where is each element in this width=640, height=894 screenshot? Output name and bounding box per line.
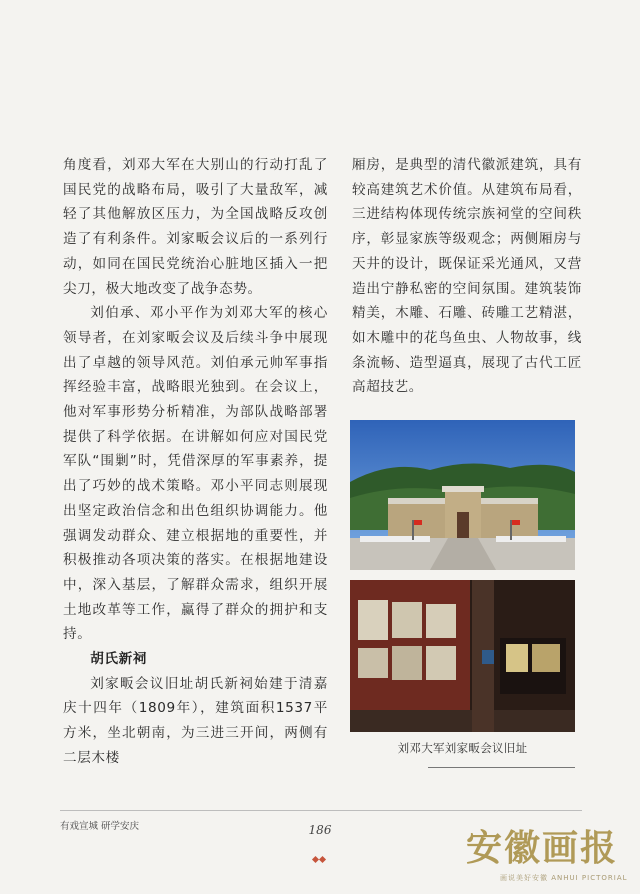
article-paragraph: 角度看，刘邓大军在大别山的行动打乱了国民党的战略布局，吸引了大量敌军，减轻了其他解放区压力，为全国战略反攻创造了有利条件。刘家畈会议后的一系列行动，如同在国民党统治心脏地区插入一把尖刀，极大地改变了战争态势。 bbox=[63, 157, 328, 297]
figure-caption: 刘邓大军刘家畈会议旧址 bbox=[397, 741, 528, 755]
section-heading: 胡氏新祠 bbox=[90, 651, 147, 668]
exhibition-interior-photo bbox=[350, 580, 575, 732]
article-right-column bbox=[352, 153, 582, 400]
hall-exterior-illustration bbox=[350, 420, 575, 570]
page-marker-icon bbox=[312, 847, 326, 866]
footer-section-label: 有戏宣城 研学安庆 bbox=[60, 821, 140, 832]
page-number: 186 bbox=[308, 823, 332, 837]
magazine-masthead: 安徽画报 bbox=[466, 827, 619, 869]
hall-exterior-photo bbox=[350, 420, 575, 570]
exhibition-interior-illustration bbox=[350, 580, 575, 732]
article-left-column bbox=[63, 153, 328, 771]
footer-divider bbox=[60, 810, 582, 811]
article-paragraph: 刘伯承、邓小平作为刘邓大军的核心领导者，在刘家畈会议及后续斗争中展现出了卓越的领导风范。刘伯承元帅军事指挥经验丰富，战略眼光独到。在会议上，他对军事形势分析精准，为部队战略部署提供了科学依据。在讲解如何应对国民党军队“围剿”时，凭借深厚的军事素养，提出了巧妙的战术策略。邓小平同志则展现出坚定政治信念和出色组织协调能力。他强调发动群众、建立根据地的重要性，并积极推动各项决策的落实。在根据地建设中，深入基层，了解群众需求，组织开展土地改革等工作，赢得了群众的拥护和支持。 bbox=[63, 305, 328, 643]
masthead-subtitle: 画说美好安徽 ANHUI PICTORIAL bbox=[500, 874, 628, 882]
article-paragraph: 刘家畈会议旧址胡氏新祠始建于清嘉庆十四年（1809年），建筑面积1537平方米，坐北朝南，为三进三开间，两侧有二层木楼 bbox=[63, 675, 328, 766]
article-paragraph: 厢房，是典型的清代徽派建筑，具有较高建筑艺术价值。从建筑布局看，三进结构体现传统宗族祠堂的空间秩序，彰显家族等级观念；两侧厢房与天井的设计，既保证采光通风，又营造出宁静私密的空间氛围。建筑装饰精美，木雕、石雕、砖雕工艺精湛，如木雕中的花鸟鱼虫、人物故事，线条流畅、造型逼真，展现了古代工匠高超技艺。 bbox=[352, 157, 582, 396]
caption-divider bbox=[428, 767, 575, 768]
